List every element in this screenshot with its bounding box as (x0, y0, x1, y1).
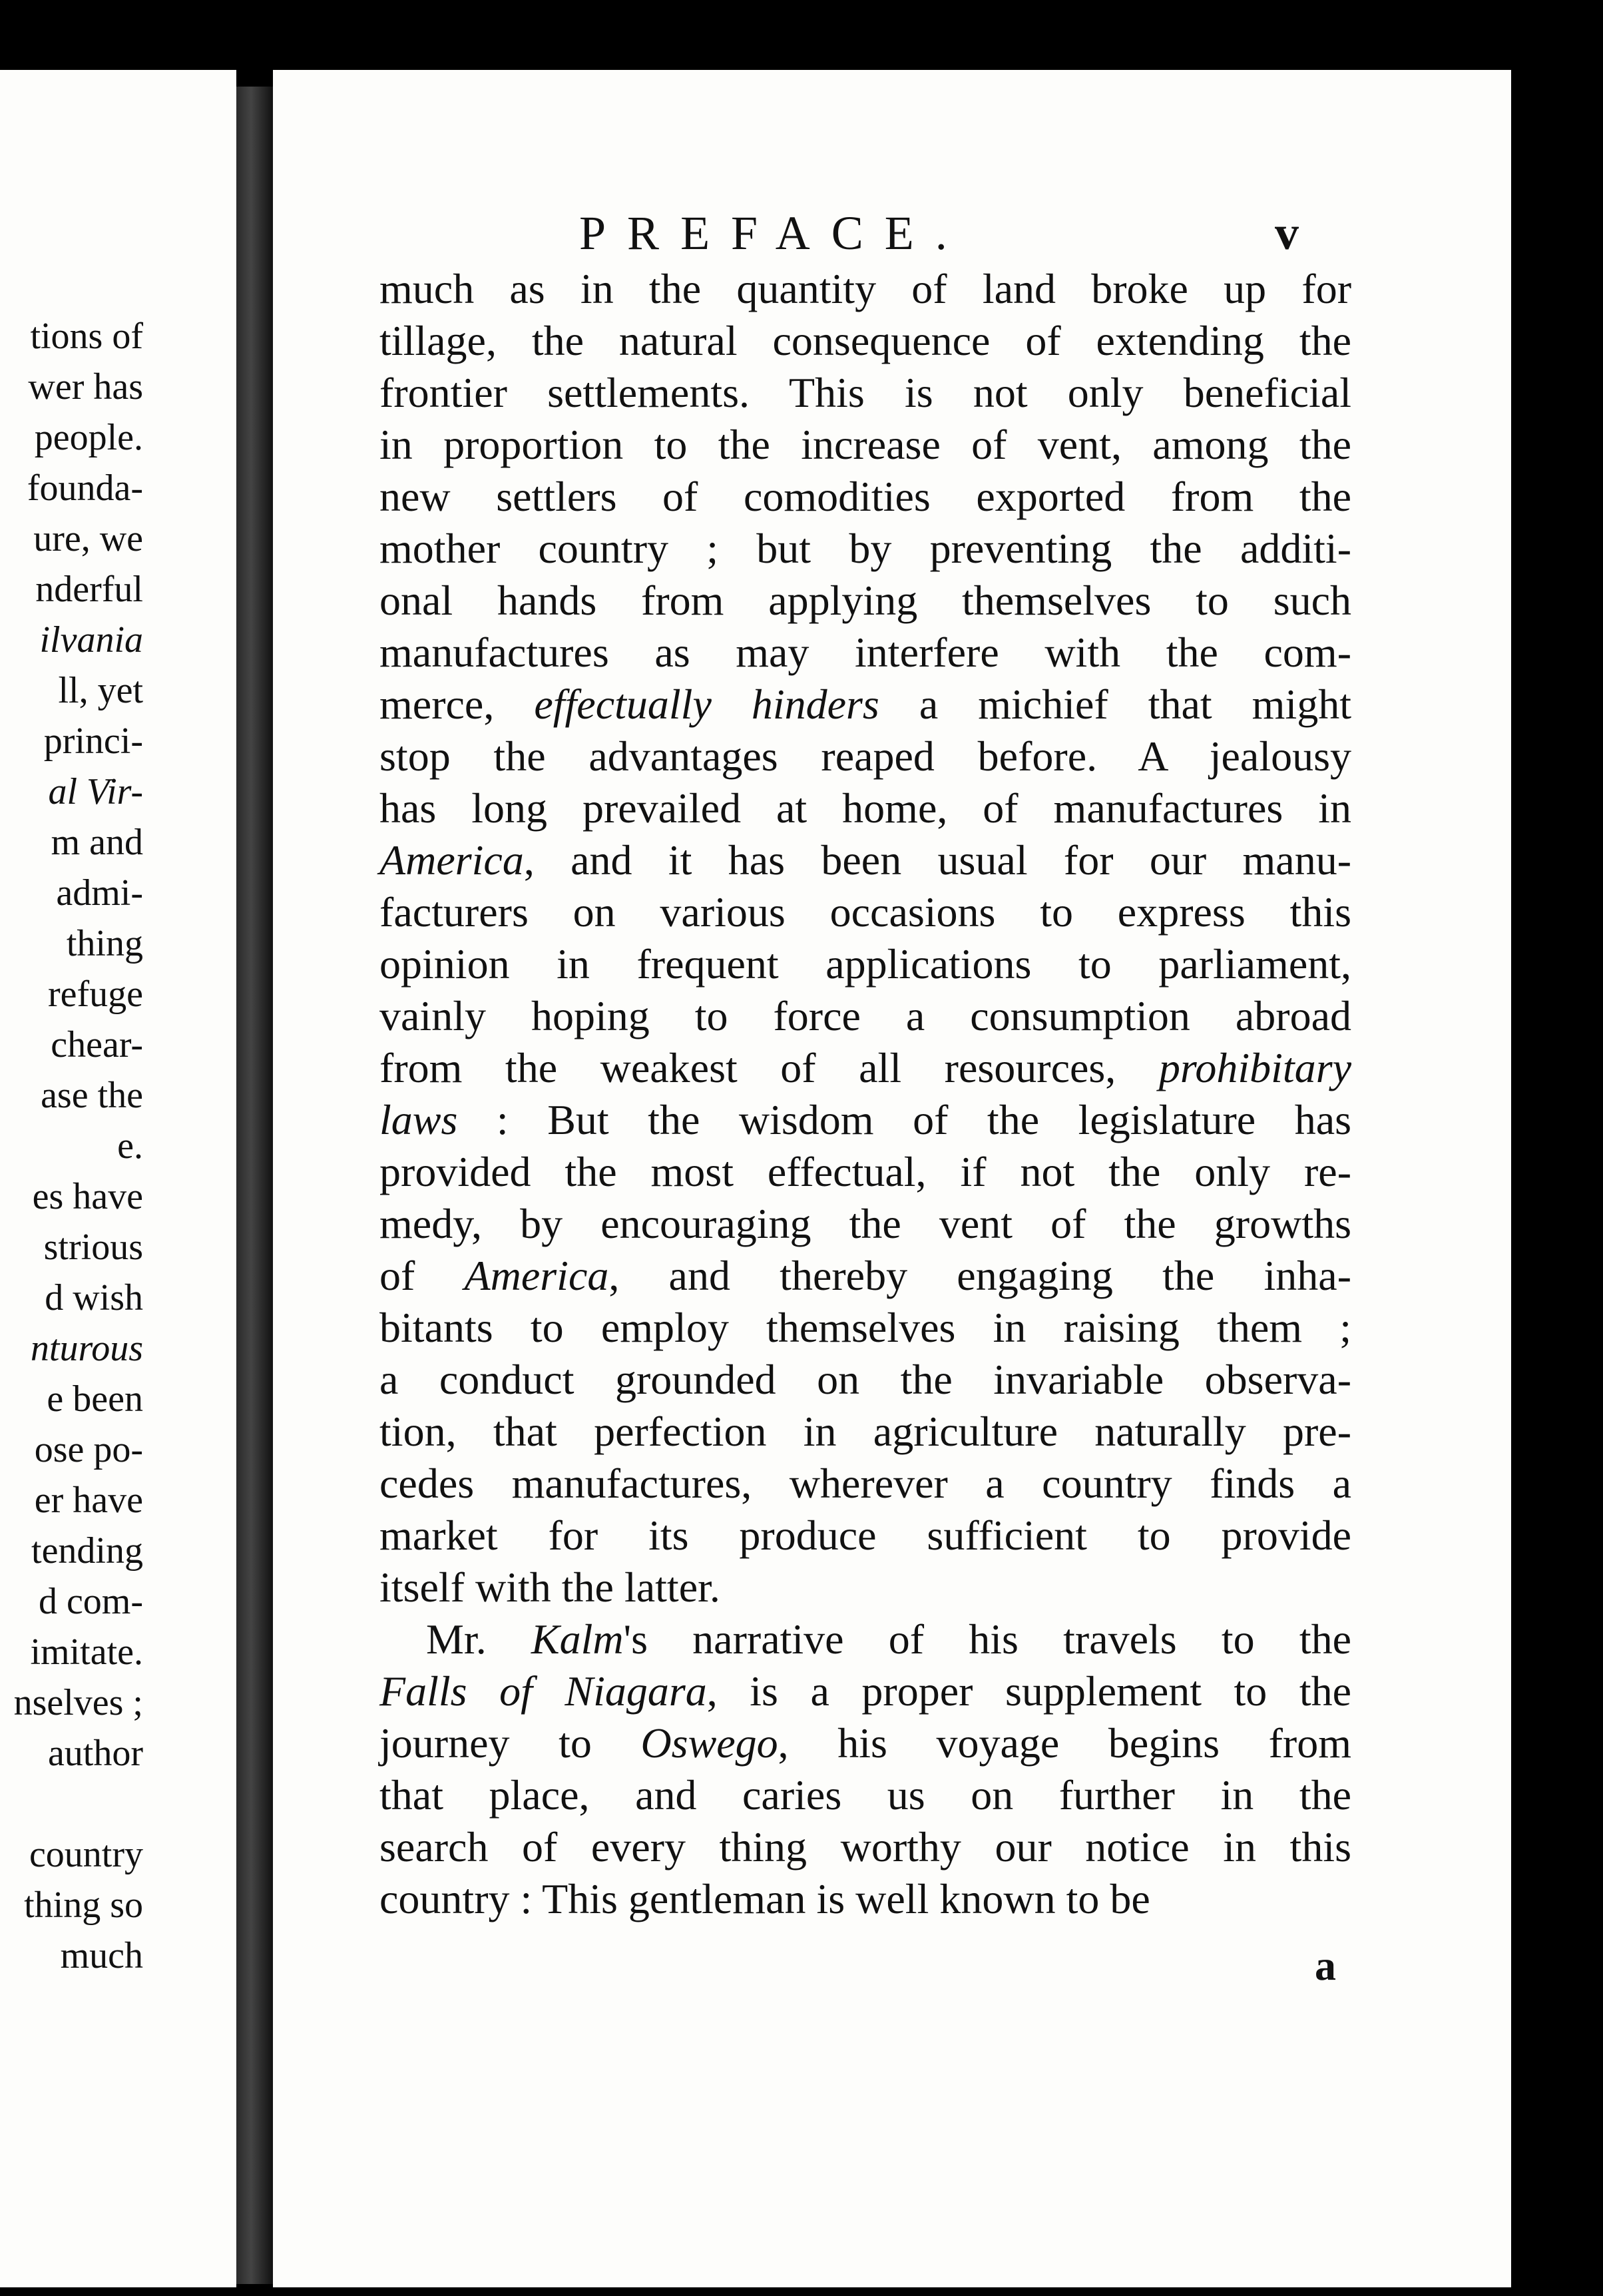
text-line: bitants to employ themselves in raising them ; (379, 1304, 1351, 1351)
text-line: mother country ; but by preventing the additi- (379, 525, 1351, 572)
left-page-line: ll, yet (58, 670, 143, 711)
left-page-line: refuge (47, 974, 143, 1015)
left-page-line: much (60, 1935, 143, 1976)
running-head (273, 203, 1511, 263)
text-line: facturers on various occasions to express this (379, 888, 1351, 936)
text-line: stop the advantages reaped before. A jealousy (379, 732, 1351, 780)
text-line: merce, effectually hinders a michief that might (379, 681, 1352, 728)
left-page-line: thing (66, 923, 143, 964)
signature-mark: a (1315, 1942, 1336, 1989)
text-line: has long prevailed at home, of manufactures in (379, 784, 1351, 832)
left-page-line: e. (117, 1125, 143, 1167)
text-line: opinion in frequent applications to parliament, (379, 940, 1351, 988)
book-gutter (236, 87, 273, 2284)
left-page-line: author (47, 1733, 143, 1774)
right-page (273, 70, 1511, 2287)
text-line: that place, and caries us on further in the (379, 1771, 1351, 1819)
text-line: Mr. Kalm's narrative of his travels to the (426, 1615, 1352, 1663)
page-number: v (1275, 206, 1299, 260)
left-page-line: thing so (24, 1884, 143, 1926)
text-line: frontier settlements. This is not only beneficial (379, 369, 1351, 416)
text-line: tion, that perfection in agriculture naturally pre- (379, 1408, 1351, 1455)
left-page-line: chear- (51, 1024, 143, 1065)
left-page-line: al Vir- (48, 771, 143, 812)
running-head-title: PREFACE. (579, 206, 969, 260)
left-page-line: tions of (30, 316, 143, 357)
left-page-line: ase the (41, 1075, 143, 1116)
left-page-line: ure, we (33, 518, 143, 559)
text-line: Falls of Niagara, is a proper supplement to the (379, 1667, 1351, 1715)
left-page-line: nderful (35, 569, 143, 610)
left-page-line: ilvania (39, 619, 143, 661)
left-page-line: imitate. (30, 1631, 143, 1673)
left-page-line: admi- (56, 872, 143, 914)
left-page-line: country (29, 1834, 143, 1875)
left-page-line: strious (43, 1227, 143, 1268)
left-page-line: nselves ; (13, 1682, 143, 1723)
text-line: market for its produce sufficient to provide (379, 1512, 1351, 1559)
body-text (379, 263, 1351, 1925)
text-line: in proportion to the increase of vent, among the (379, 421, 1351, 468)
text-line: search of every thing worthy our notice in this (379, 1823, 1351, 1870)
left-page-line: tending (31, 1530, 143, 1572)
text-line: cedes manufactures, wherever a country finds a (379, 1460, 1351, 1507)
text-line: manufactures as may interfere with the com- (379, 629, 1351, 676)
left-page-line: d wish (45, 1277, 143, 1318)
text-line: much as in the quantity of land broke up for (379, 265, 1351, 312)
text-line: country : This gentleman is well known to be (379, 1875, 1150, 1922)
left-page-line: wer has (28, 366, 143, 408)
text-line: laws : But the wisdom of the legislature has (379, 1096, 1351, 1143)
left-page-line: er have (34, 1480, 143, 1521)
text-line: a conduct grounded on the invariable observa- (379, 1356, 1351, 1403)
left-page-line: princi- (43, 720, 143, 762)
text-line: of America, and thereby engaging the inha- (379, 1252, 1352, 1299)
left-page-line: nturous (30, 1328, 143, 1369)
left-page-line: people. (34, 417, 143, 458)
text-line: from the weakest of all resources, prohibitary (379, 1044, 1351, 1091)
text-line: itself with the latter. (379, 1564, 720, 1611)
text-line: America, and it has been usual for our manu- (379, 836, 1351, 884)
left-facing-page (0, 70, 236, 2287)
text-line: provided the most effectual, if not the only re- (379, 1148, 1351, 1195)
left-page-line: m and (51, 822, 143, 863)
text-line: onal hands from applying themselves to such (379, 577, 1351, 624)
left-page-line: d com- (38, 1581, 143, 1622)
left-page-line: founda- (27, 467, 143, 509)
left-page-line: e been (47, 1378, 143, 1420)
text-line: journey to Oswego, his voyage begins from (379, 1719, 1352, 1767)
left-page-line: es have (32, 1176, 143, 1217)
text-line: vainly hoping to force a consumption abroad (379, 992, 1351, 1039)
text-line: tillage, the natural consequence of extending the (379, 317, 1351, 364)
text-line: new settlers of comodities exported from the (379, 473, 1351, 520)
text-line: medy, by encouraging the vent of the growths (379, 1200, 1351, 1247)
left-page-line: ose po- (34, 1429, 143, 1470)
